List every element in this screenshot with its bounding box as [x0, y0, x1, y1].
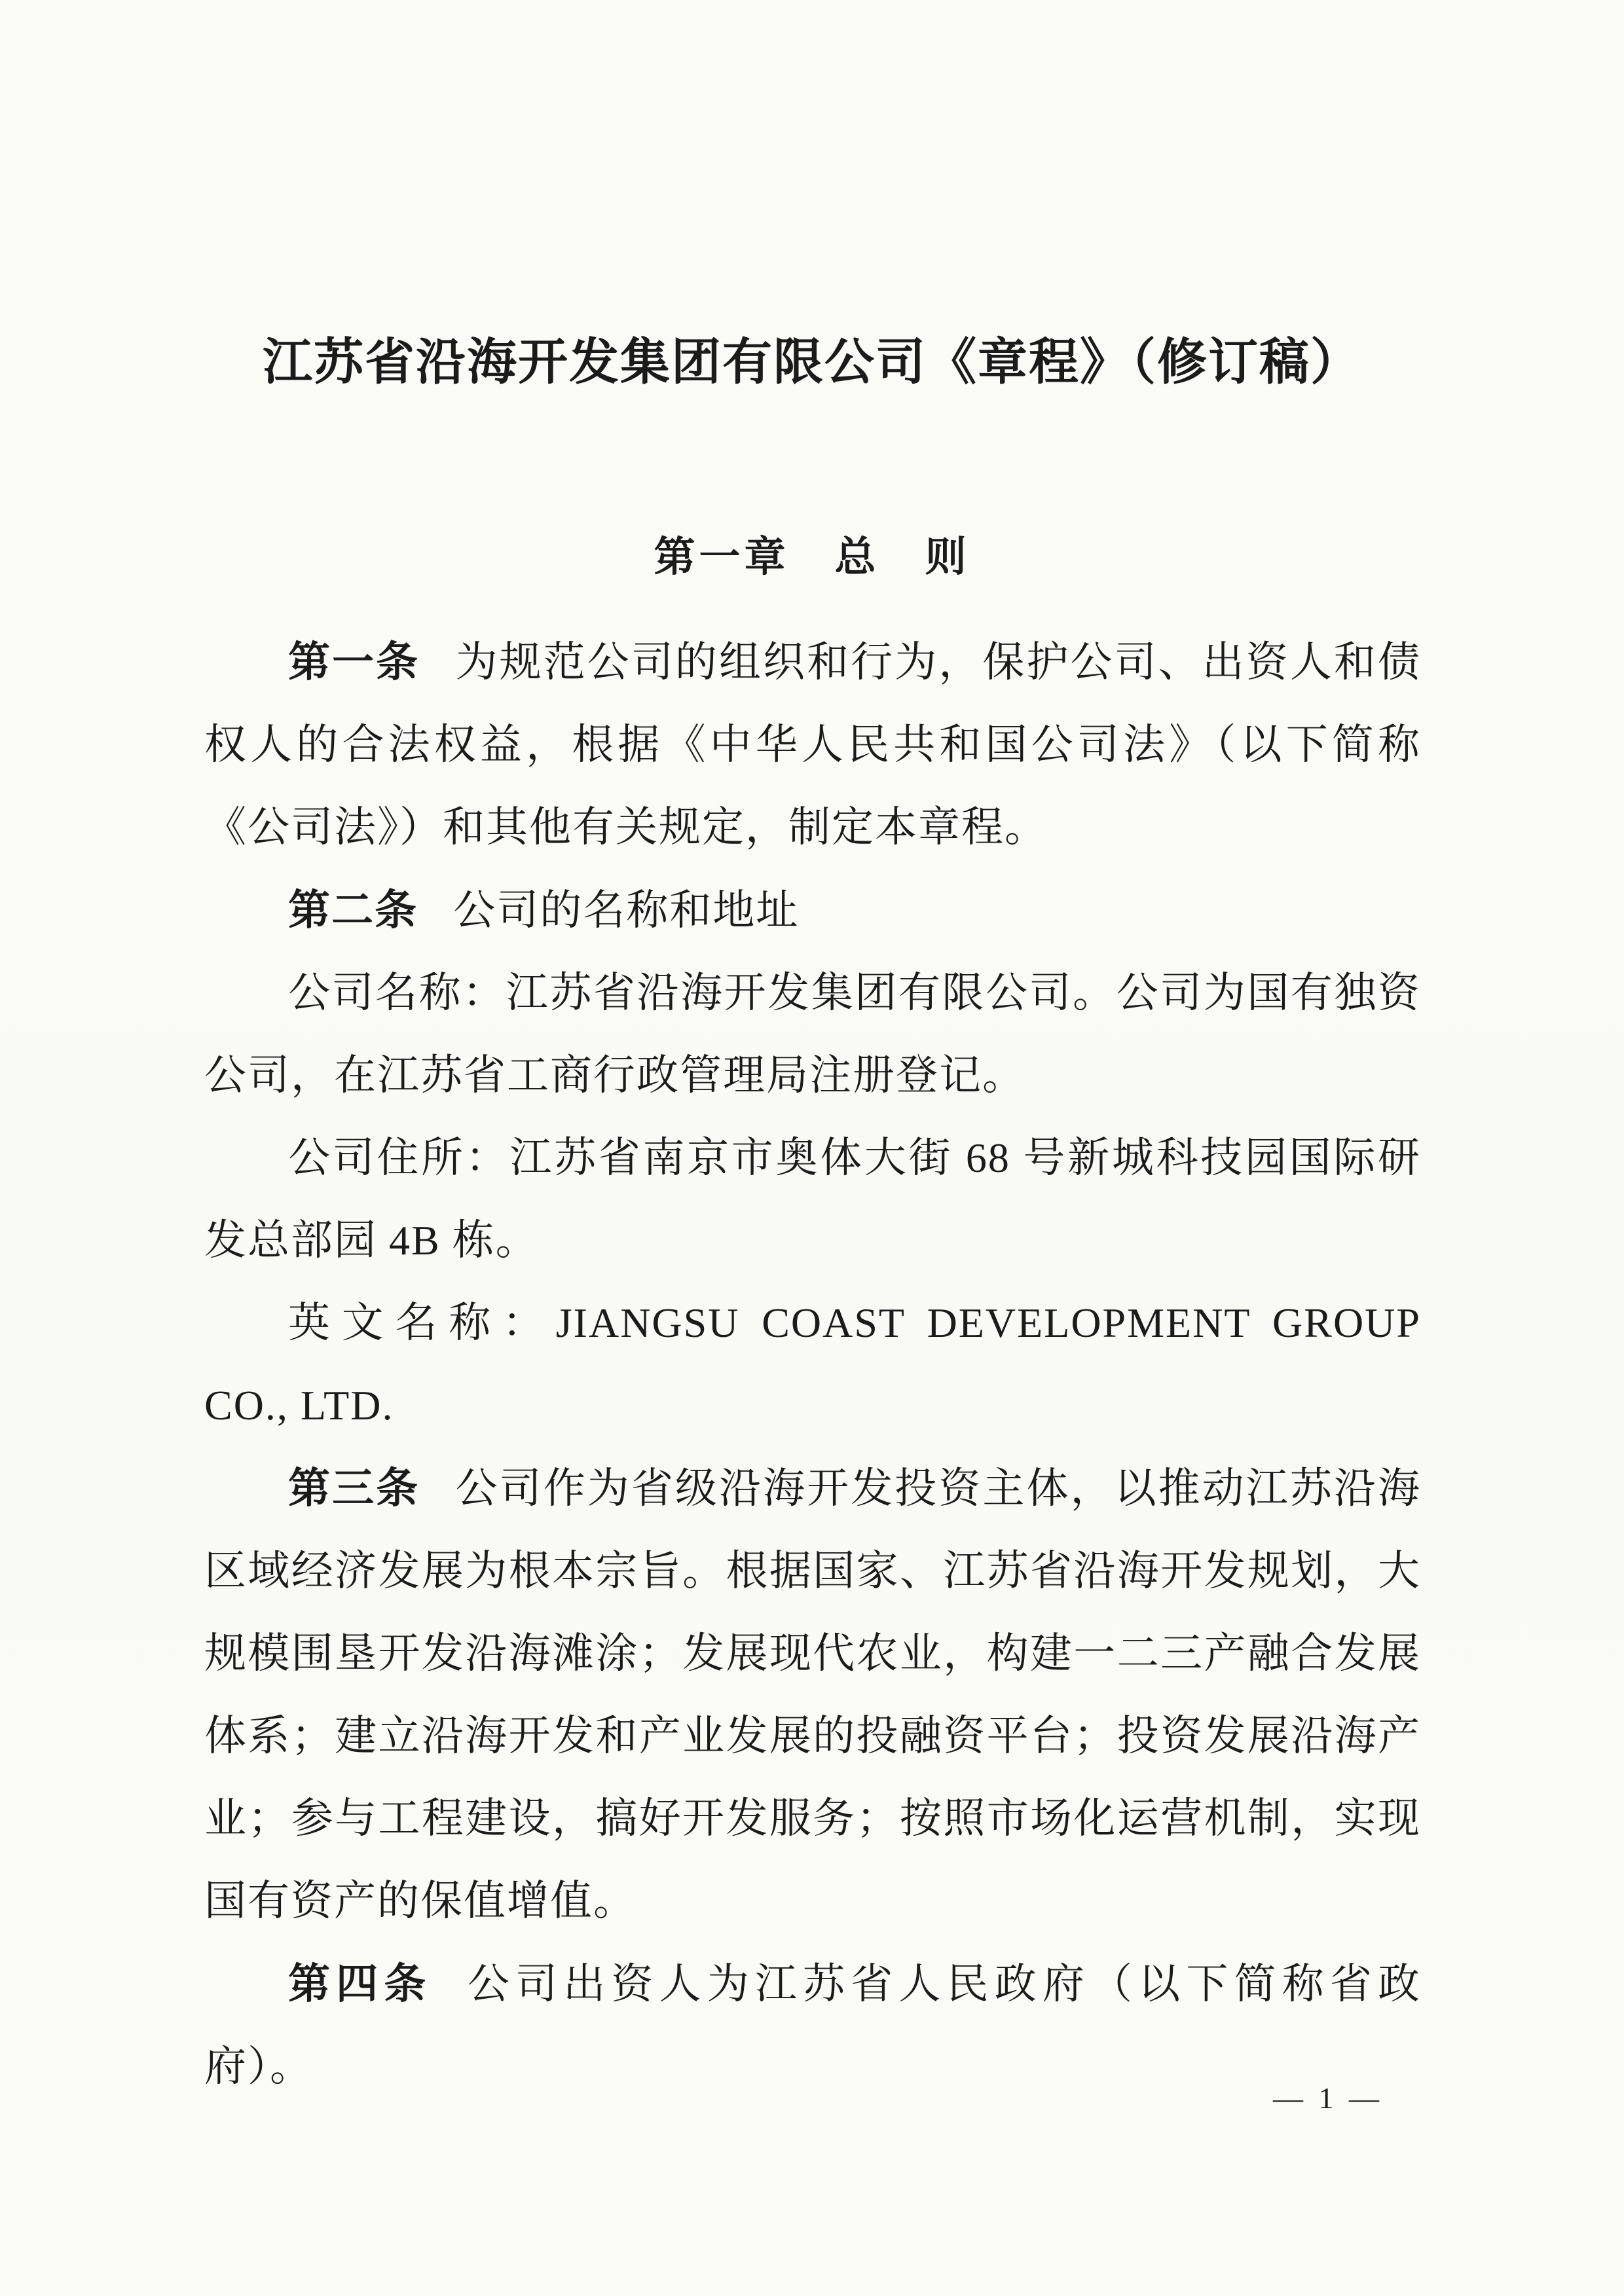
article-label: 第一条: [288, 638, 420, 685]
paragraph: [204, 621, 1421, 869]
paragraph: [204, 1942, 1421, 2108]
document-body: [204, 621, 1421, 2108]
article-label: 第三条: [288, 1465, 420, 1512]
paragraph-text: 公司作为省级沿海开发投资主体，以推动江苏沿海区域经济发展为根本宗旨。根据国家、江苏省沿海开发规划，大规模围垦开发沿海滩涂；发展现代农业，构建一二三产融合发展体系；建立沿海开发和产业发展的投融资平台；投资发展沿海产业；参与工程建设，搞好开发服务；按照市场化运营机制，实现国有资产的保值增值。: [204, 1465, 1421, 1924]
chapter-heading: 第一章 总 则: [654, 534, 970, 580]
paragraph: [204, 869, 1421, 952]
paragraph-text: 公司名称：江苏省沿海开发集团有限公司。公司为国有独资公司，在江苏省工商行政管理局注册登记。: [204, 970, 1421, 1099]
paragraph: [204, 1447, 1421, 1942]
page-number: — 1 —: [1273, 2081, 1383, 2115]
paragraph: [204, 1117, 1421, 1282]
article-label: 第四条: [288, 1960, 432, 2007]
paragraph-text: 公司出资人为江苏省人民政府（以下简称省政府）。: [204, 1961, 1422, 2090]
document-title: 江苏省沿海开发集团有限公司《章程》（修订稿）: [263, 335, 1361, 390]
paragraph-text: 为规范公司的组织和行为，保护公司、出资人和债权人的合法权益，根据《中华人民共和国公司法》（以下简称《公司法》）和其他有关规定，制定本章程。: [204, 639, 1421, 850]
paragraph-text: 英文名称：JIANGSU COAST DEVELOPMENT GROUP CO., LTD.: [204, 1300, 1421, 1429]
article-label: 第二条: [288, 886, 418, 934]
paragraph-text: 公司的名称和地址: [453, 887, 800, 934]
paragraph-text: 公司住所：江苏省南京市奥体大街 68 号新城科技园国际研发总部园 4B 栋。: [204, 1135, 1421, 1264]
paragraph: [204, 952, 1421, 1117]
paragraph: [204, 1282, 1421, 1447]
